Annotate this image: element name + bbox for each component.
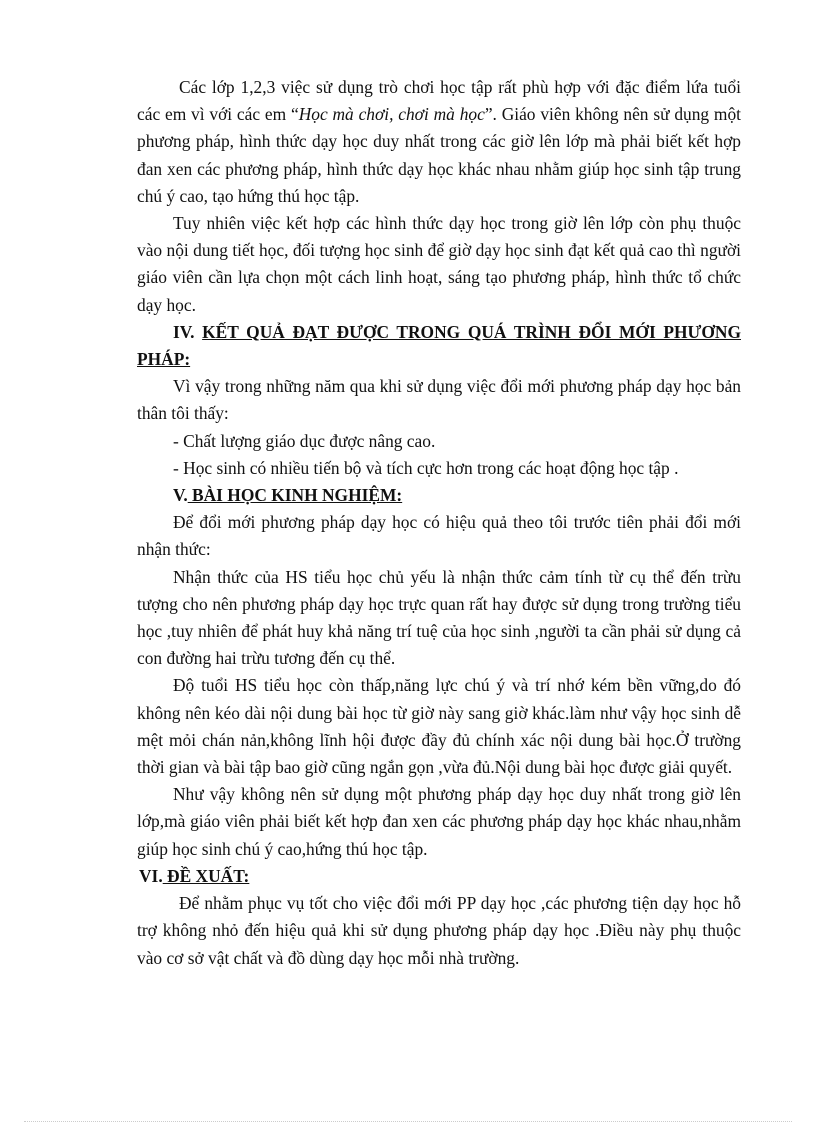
quoted-phrase: Học mà chơi, chơi mà học xyxy=(298,104,485,125)
bullet-item-1: - Chất lượng giáo dục được nâng cao. xyxy=(173,430,436,451)
page-bottom-divider xyxy=(24,1121,792,1122)
paragraph-1-part-a: Các lớp 1,2,3 việc sử dụng trò chơi học tập rất phù hợp với đặc điểm lứa tuổi các em vì với các em “ xyxy=(137,77,741,125)
paragraph-7: Như vậy không nên sử dụng một phương pháp dạy học duy nhất trong giờ lên lớp,mà giáo viên phải biết kết hợp đan xen các phương pháp dạy học khác nhau,nhằm giúp học sinh chú ý cao,hứng thú học tập. xyxy=(137,784,741,859)
section-vi-heading xyxy=(137,863,741,890)
paragraph-8: Để nhằm phục vụ tốt cho việc đổi mới PP dạy học ,các phương tiện dạy học hỗ trợ không nhỏ đến hiệu quả khi sử dụng phương pháp dạy học .Điều này phụ thuộc vào cơ sở vật chất và đồ dùng dạy học mỗi nhà trường. xyxy=(137,893,741,968)
paragraph-1-part-b: ”. Giáo viên không nên sử dụng một phương pháp, hình thức dạy học duy nhất trong các giờ lên lớp mà phải biết kết hợp đan xen các phương pháp, hình thức dạy học khác nhau nhằm giúp học sinh tập trung chú ý cao, tạo hứng thú học tập. xyxy=(137,104,741,206)
section-iv-heading xyxy=(137,319,741,373)
section-v-heading xyxy=(137,482,741,509)
section-v-title: BÀI HỌC KINH NGHIỆM: xyxy=(187,485,403,506)
paragraph-6: Độ tuổi HS tiểu học còn thấp,năng lực chú ý và trí nhớ kém bền vững,do đó không nên kéo dài nội dung bài học từ giờ này sang giờ khác.làm như vậy học sinh dễ mệt mỏi chán nản,không lĩnh hội được đầy đủ chính xác nội dung bài học.Ở trường thời gian và bài tập bao giờ cũng ngắn gọn ,vừa đủ.Nội dung bài học được giải quyết. xyxy=(137,675,741,778)
paragraph-2: Tuy nhiên việc kết hợp các hình thức dạy học trong giờ lên lớp còn phụ thuộc vào nội dung tiết học, đối tượng học sinh để giờ dạy học sinh đạt kết quả cao thì người giáo viên cần lựa chọn một cách linh hoạt, sáng tạo phương pháp, hình thức tổ chức dạy học. xyxy=(137,213,741,315)
document-page xyxy=(137,74,741,972)
section-iv-number: IV. xyxy=(173,321,195,342)
paragraph-5: Nhận thức của HS tiểu học chủ yếu là nhận thức cảm tính từ cụ thể đến trừu tượng cho nên phương pháp dạy học trực quan rất hay được sử dụng trong trường tiểu học ,tuy nhiên để phát huy khả năng trí tuệ của học sinh ,người ta cần phải sử dụng cả con đường hai trừu tương đến cụ thể. xyxy=(137,566,741,669)
paragraph-1 xyxy=(137,74,741,210)
section-vi-number: VI. xyxy=(139,865,163,886)
section-v-number: V. xyxy=(173,485,188,506)
section-vi-title: ĐỀ XUẤT: xyxy=(162,865,250,886)
section-iv-title: KẾT QUẢ ĐẠT ĐƯỢC TRONG QUÁ TRÌNH ĐỔI MỚI PHƯƠNG PHÁP: xyxy=(137,321,741,370)
bullet-item-2: - Học sinh có nhiều tiến bộ và tích cực hơn trong các hoạt động học tập . xyxy=(173,457,679,478)
paragraph-4: Để đổi mới phương pháp dạy học có hiệu quả theo tôi trước tiên phải đổi mới nhận thức: xyxy=(137,512,741,560)
paragraph-3: Vì vậy trong những năm qua khi sử dụng việc đổi mới phương pháp dạy học bản thân tôi thấy: xyxy=(137,376,741,424)
